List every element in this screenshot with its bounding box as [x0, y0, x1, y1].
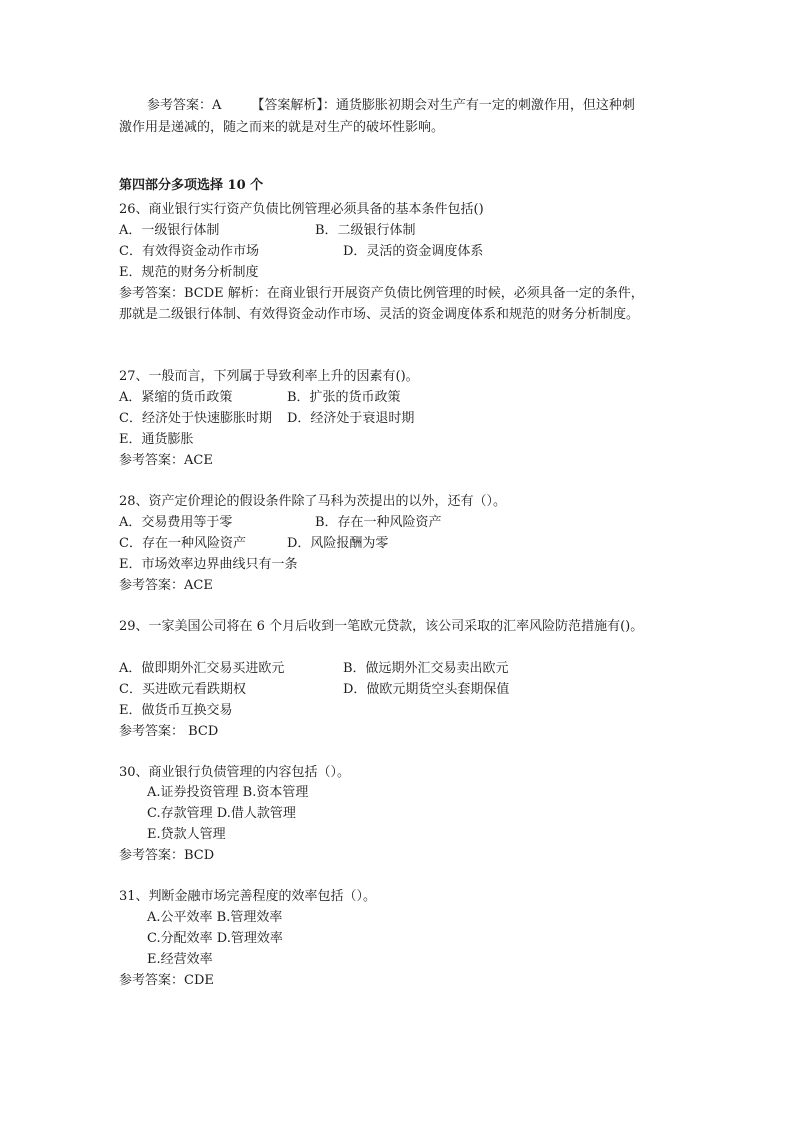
q29-option-c: C．买进欧元看跌期权 [119, 682, 246, 697]
q26-option-e: E．规范的财务分析制度 [119, 265, 259, 280]
q26-stem: 26、商业银行实行资产负债比例管理必须具备的基本条件包括() [119, 202, 484, 217]
q30-options-cd: C.存款管理 D.借人款管理 [147, 806, 296, 821]
q31-stem: 31、判断金融市场完善程度的效率包括（）。 [119, 889, 377, 904]
q26-option-a: A．一级银行体制 [119, 223, 220, 238]
q29-option-a: A．做即期外汇交易买进欧元 [119, 661, 285, 676]
q30-options-ab: A.证券投资管理 B.资本管理 [147, 785, 309, 800]
q27-option-e: E．通货膨胀 [119, 432, 194, 447]
q30-stem: 30、商业银行负债管理的内容包括（）。 [119, 765, 351, 780]
q27-answer: 参考答案：ACE [119, 453, 213, 468]
q26-option-d: D．灵活的资金调度体系 [343, 244, 484, 259]
q31-option-e: E.经营效率 [147, 952, 213, 967]
q27-stem: 27、一般而言，下列属于导致利率上升的因素有()。 [119, 369, 419, 384]
q26-option-b: B．二级银行体制 [315, 223, 416, 238]
q30-answer: 参考答案：BCD [119, 848, 215, 863]
q28-option-b: B．存在一种风险资产 [315, 515, 442, 530]
q29-option-b: B．做远期外汇交易卖出欧元 [343, 661, 509, 676]
q30-option-e: E.贷款人管理 [147, 827, 226, 842]
q28-option-a: A．交易费用等于零 [119, 515, 233, 530]
q29-option-e: E．做货币互换交易 [119, 703, 233, 718]
q29-answer: 参考答案： BCD [119, 724, 219, 739]
q27-option-a: A．紧缩的货币政策 [119, 390, 233, 405]
q26-answer-continued: 那就是二级银行体制、有效得资金动作市场、灵活的资金调度体系和规范的财务分析制度。 [119, 307, 640, 322]
intro-answer: 参考答案：A [147, 98, 222, 113]
q26-answer: 参考答案：BCDE 解析：在商业银行开展资产负债比例管理的时候，必须具备一定的条件， [119, 286, 644, 301]
q31-options-ab: A.公平效率 B.管理效率 [147, 910, 283, 925]
q28-answer: 参考答案：ACE [119, 578, 213, 593]
section-title: 第四部分多项选择 10 个 [119, 178, 264, 193]
q28-option-d: D．风险报酬为零 [287, 536, 389, 551]
q26-option-c: C．有效得资金动作市场 [119, 244, 259, 259]
q28-option-c: C．存在一种风险资产 [119, 536, 246, 551]
q28-option-e: E．市场效率边界曲线只有一条 [119, 557, 298, 572]
q31-answer: 参考答案：CDE [119, 973, 214, 988]
q27-option-b: B．扩张的货币政策 [287, 390, 401, 405]
q28-stem: 28、资产定价理论的假设条件除了马科为茨提出的以外，还有（）。 [119, 494, 507, 509]
intro-analysis: 【答案解析】：通货膨胀初期会对生产有一定的刺激作用，但这种刺 [251, 98, 635, 113]
q27-option-c: C．经济处于快速膨胀时期 [119, 411, 272, 426]
intro-analysis-continued: 激作用是递减的，随之而来的就是对生产的破坏性影响。 [119, 120, 445, 135]
q27-option-d: D．经济处于衰退时期 [287, 411, 415, 426]
intro-answer-line [147, 96, 635, 116]
q29-option-d: D．做欧元期货空头套期保值 [343, 682, 510, 697]
q31-options-cd: C.分配效率 D.管理效率 [147, 931, 283, 946]
q29-stem: 29、一家美国公司将在 6 个月后收到一笔欧元贷款，该公司采取的汇率风险防范措施有()。 [119, 619, 644, 634]
